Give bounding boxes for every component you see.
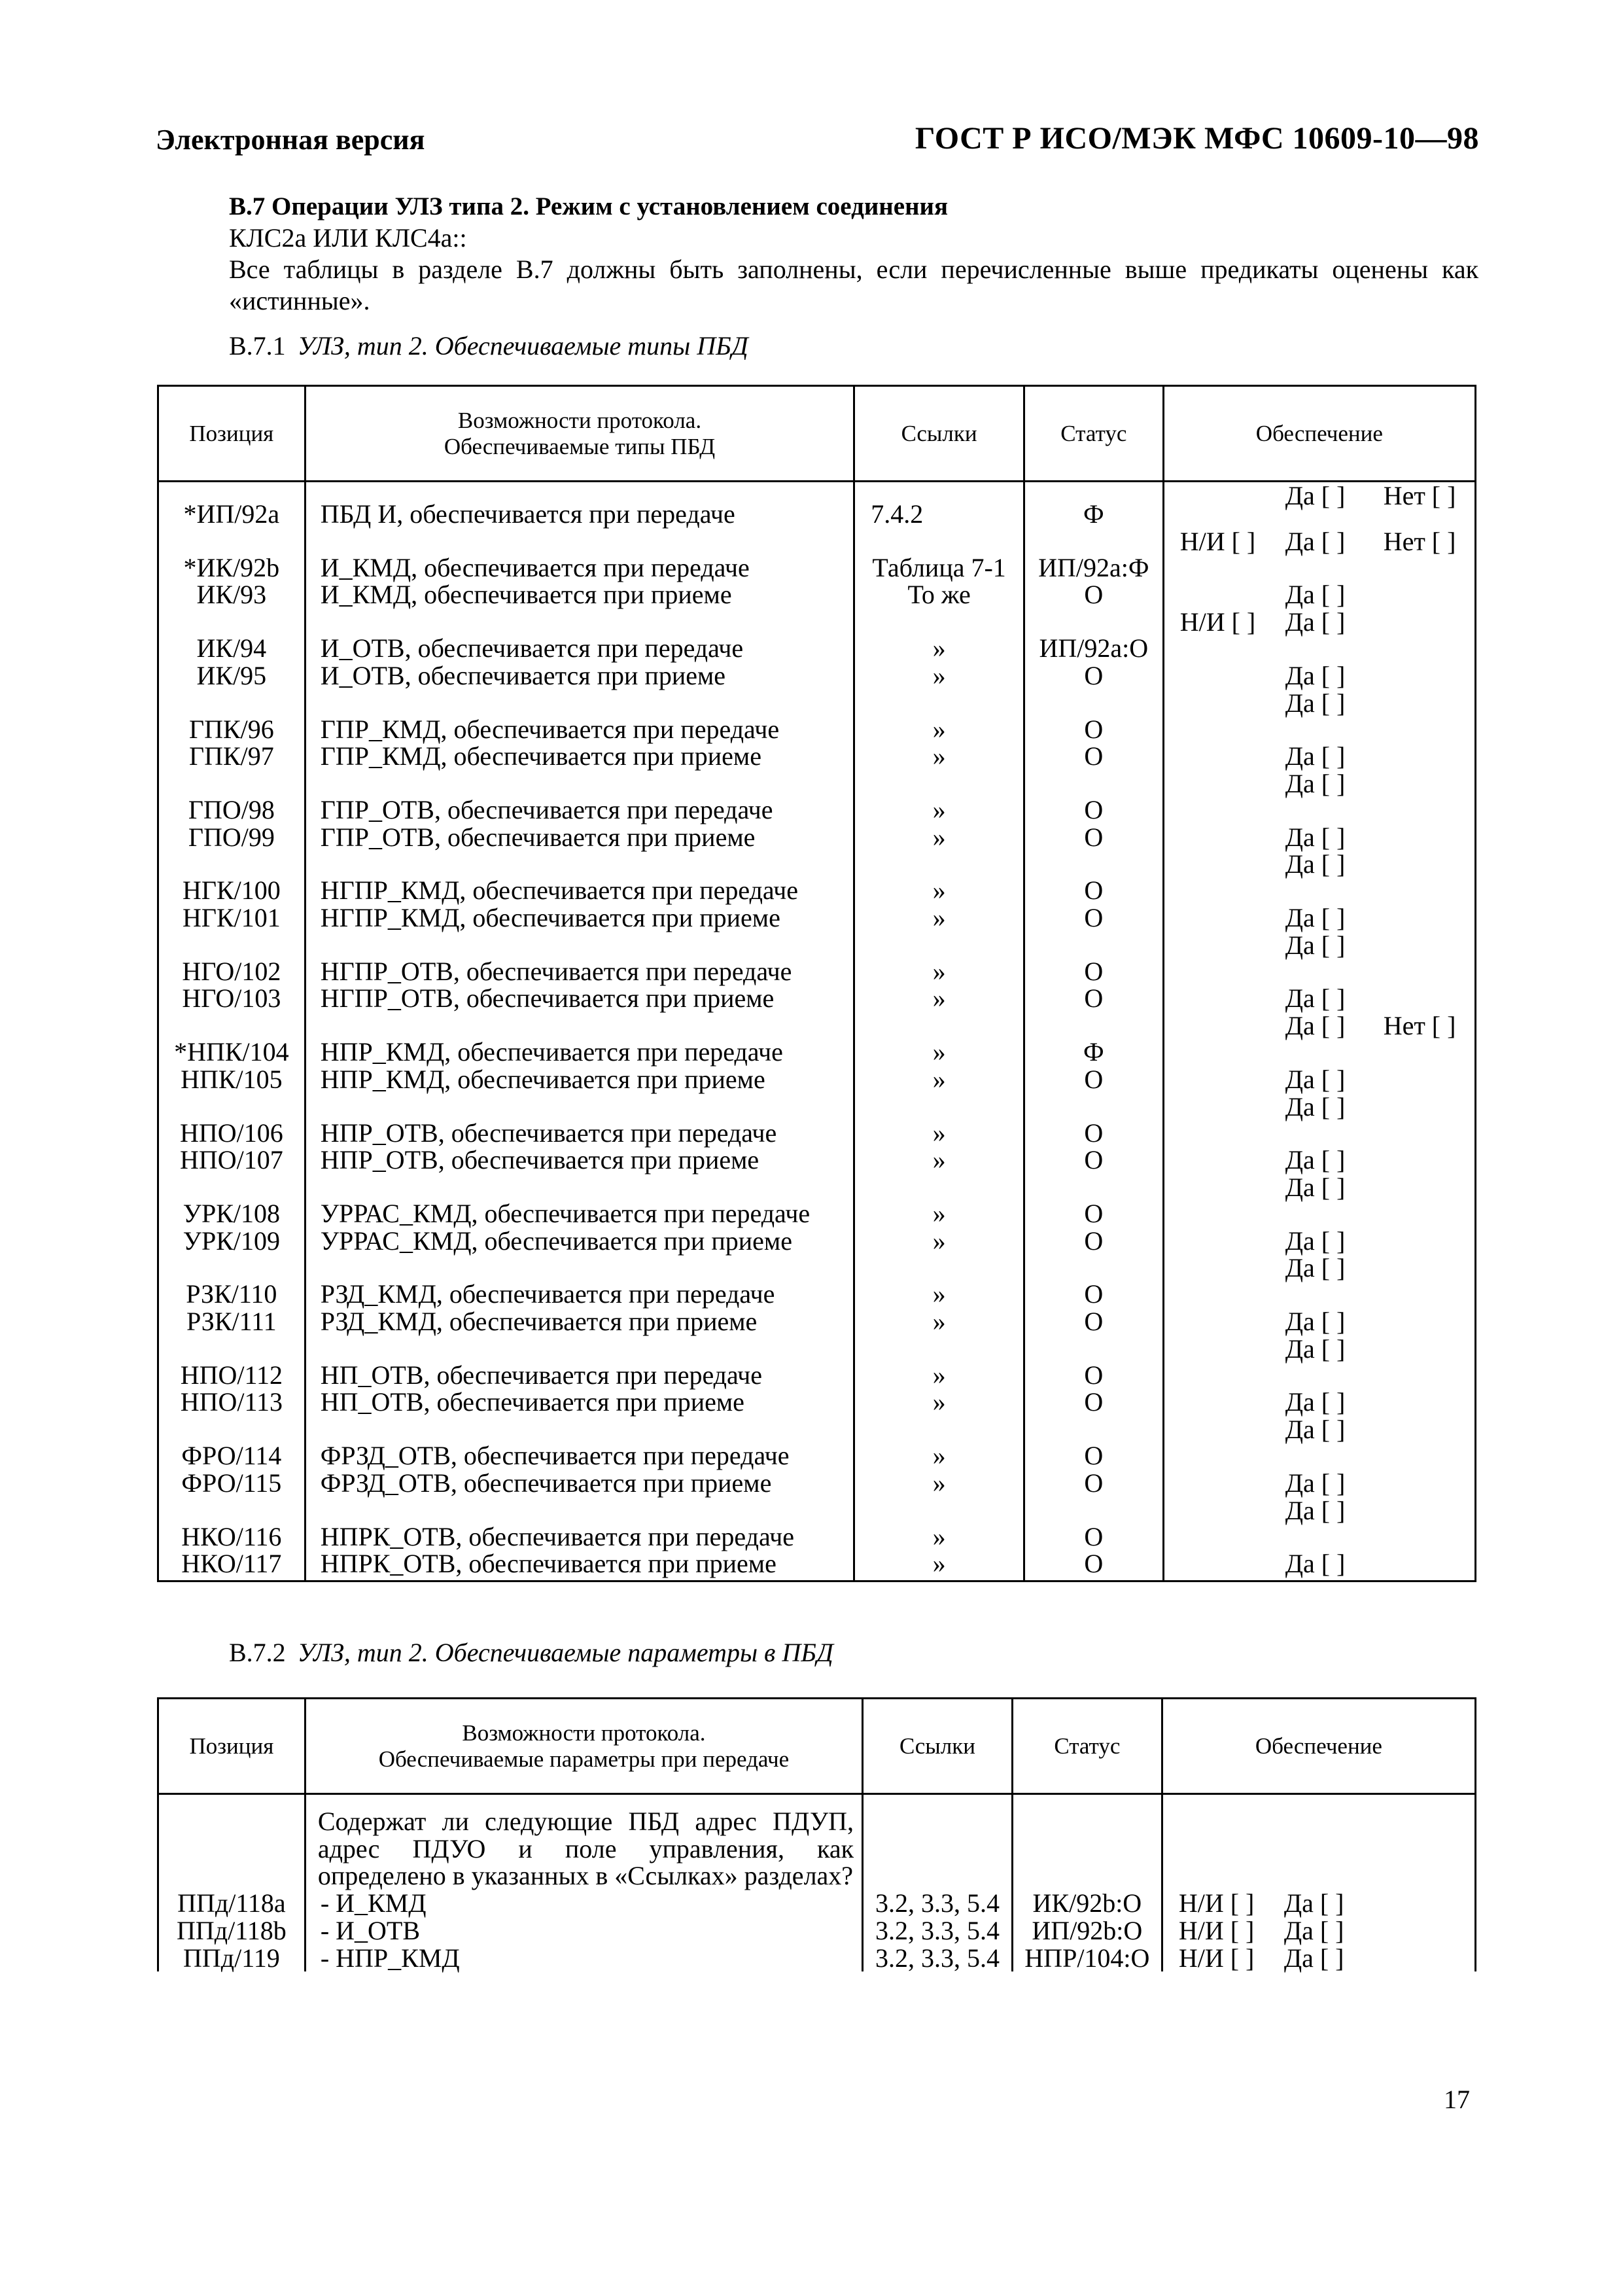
row-support xyxy=(1163,1146,1475,1174)
table-row xyxy=(158,1146,1476,1174)
row-reference: 3.2, 3.3, 5.4 xyxy=(863,1890,1013,1917)
table2-header-ref: Ссылки xyxy=(863,1699,1013,1794)
row-position: УРК/109 xyxy=(158,1227,305,1255)
row-support xyxy=(1163,1012,1475,1066)
row-position: ППд/118а xyxy=(158,1890,305,1917)
row-capability: ГПР_ОТВ, обеспечивается при передаче xyxy=(305,770,854,824)
row-capability: ФРЗД_ОТВ, обеспечивается при передаче xyxy=(305,1416,854,1470)
support-yes-checkbox[interactable]: Да [ ] xyxy=(1283,1915,1344,1945)
support-yes-checkbox[interactable]: Да [ ] xyxy=(1285,1333,1346,1364)
support-na-checkbox[interactable]: Н/И [ ] xyxy=(1178,1915,1255,1945)
row-position: ИК/93 xyxy=(158,581,305,609)
table1-header-status: Статус xyxy=(1024,386,1163,482)
support-yes-checkbox[interactable]: Да [ ] xyxy=(1285,1468,1346,1498)
row-support xyxy=(1163,690,1475,743)
row-position: НПО/107 xyxy=(158,1146,305,1174)
row-reference: » xyxy=(854,770,1024,824)
row-status: О xyxy=(1024,1093,1163,1147)
row-status: О xyxy=(1024,1335,1163,1389)
header-right: ГОСТ Р ИСО/МЭК МФС 10609-10—98 xyxy=(915,121,1479,156)
row-support xyxy=(1163,1388,1475,1416)
row-position: ФРО/114 xyxy=(158,1416,305,1470)
table2-caption xyxy=(229,1637,833,1668)
support-yes-checkbox[interactable]: Да [ ] xyxy=(1283,1888,1344,1918)
row-status: О xyxy=(1024,985,1163,1012)
table1-header-cap-line1: Возможности протокола. xyxy=(457,407,702,433)
row-capability: ФРЗД_ОТВ, обеспечивается при приеме xyxy=(305,1470,854,1497)
row-reference: То же xyxy=(854,581,1024,609)
row-capability: НГПР_ОТВ, обеспечивается при передаче xyxy=(305,932,854,985)
support-yes-checkbox[interactable]: Да [ ] xyxy=(1285,1387,1346,1417)
row-status: О xyxy=(1024,824,1163,851)
support-yes-checkbox[interactable]: Да [ ] xyxy=(1283,1943,1344,1973)
row-support xyxy=(1163,528,1475,582)
table2-header-support: Обеспечение xyxy=(1162,1699,1475,1794)
row-position: ИК/95 xyxy=(158,662,305,690)
row-capability: НПР_ОТВ, обеспечивается при приеме xyxy=(305,1146,854,1174)
row-support xyxy=(1163,985,1475,1012)
row-capability: НПРК_ОТВ, обеспечивается при передаче xyxy=(305,1497,854,1551)
support-yes-checkbox[interactable]: Да [ ] xyxy=(1285,930,1346,960)
support-yes-checkbox[interactable]: Да [ ] xyxy=(1285,1415,1346,1445)
row-reference: » xyxy=(854,743,1024,770)
row-status: О xyxy=(1024,1416,1163,1470)
row-status: Ф xyxy=(1024,1012,1163,1066)
row-reference: » xyxy=(854,690,1024,743)
row-reference: » xyxy=(854,1093,1024,1147)
row-position: ФРО/115 xyxy=(158,1470,305,1497)
row-support xyxy=(1162,1917,1475,1945)
table2-header-pos: Позиция xyxy=(158,1699,305,1794)
table2-header-capability xyxy=(305,1699,862,1794)
row-status: О xyxy=(1024,1174,1163,1227)
row-position: ГПО/99 xyxy=(158,824,305,851)
row-capability: ГПР_КМД, обеспечивается при передаче xyxy=(305,690,854,743)
row-capability: НГПР_КМД, обеспечивается при приеме xyxy=(305,904,854,932)
row-position: НПО/112 xyxy=(158,1335,305,1389)
row-support xyxy=(1163,770,1475,824)
support-yes-checkbox[interactable]: Да [ ] xyxy=(1285,1091,1346,1122)
table1 xyxy=(157,385,1476,1582)
row-support xyxy=(1162,1890,1475,1917)
table-row xyxy=(158,1308,1476,1335)
row-reference: » xyxy=(854,1308,1024,1335)
row-position: НПО/106 xyxy=(158,1093,305,1147)
table-row xyxy=(158,1416,1476,1470)
table-row xyxy=(158,581,1476,609)
support-na-checkbox[interactable]: Н/И [ ] xyxy=(1178,1888,1255,1918)
row-support xyxy=(1163,1470,1475,1497)
row-support xyxy=(1163,1066,1475,1093)
table-row xyxy=(158,932,1476,985)
table1-header-cap-line2: Обеспечиваемые типы ПБД xyxy=(444,433,716,459)
row-capability: НПР_КМД, обеспечивается при приеме xyxy=(305,1066,854,1093)
row-status: О xyxy=(1024,904,1163,932)
row-status: О xyxy=(1024,581,1163,609)
row-capability: И_КМД, обеспечивается при передаче xyxy=(305,528,854,582)
row-position: УРК/108 xyxy=(158,1174,305,1227)
row-support xyxy=(1163,743,1475,770)
table1-caption-num: В.7.1 xyxy=(229,331,286,361)
support-yes-checkbox[interactable]: Да [ ] xyxy=(1285,822,1346,852)
row-reference: » xyxy=(854,1254,1024,1308)
support-yes-checkbox[interactable]: Да [ ] xyxy=(1285,1226,1346,1256)
row-position: НГО/103 xyxy=(158,985,305,1012)
table-row xyxy=(158,743,1476,770)
support-yes-checkbox[interactable]: Да [ ] xyxy=(1285,1495,1346,1525)
row-status: О xyxy=(1024,1254,1163,1308)
row-support xyxy=(1163,904,1475,932)
row-capability: НГПР_ОТВ, обеспечивается при приеме xyxy=(305,985,854,1012)
row-position: ППд/119 xyxy=(158,1945,305,1972)
support-yes-checkbox[interactable]: Да [ ] xyxy=(1285,903,1346,933)
section-predicate: КЛС2а ИЛИ КЛС4а:: xyxy=(229,223,467,253)
section-intro xyxy=(229,191,1478,317)
row-capability: РЗД_КМД, обеспечивается при приеме xyxy=(305,1308,854,1335)
table2-question-row xyxy=(158,1794,1476,1890)
support-yes-checkbox[interactable]: Да [ ] xyxy=(1285,768,1346,798)
support-yes-checkbox[interactable]: Да [ ] xyxy=(1285,607,1346,637)
row-status: О xyxy=(1024,1550,1163,1581)
row-position: ППд/118b xyxy=(158,1917,305,1945)
section-note-line1: Все таблицы в разделе В.7 должны быть заполнены, если перечисленные выше предикаты оценены как xyxy=(229,255,1478,284)
table-row xyxy=(158,770,1476,824)
row-support xyxy=(1163,824,1475,851)
table-row xyxy=(158,904,1476,932)
row-status: О xyxy=(1024,690,1163,743)
row-support xyxy=(1163,1174,1475,1227)
table-row xyxy=(158,985,1476,1012)
table-row xyxy=(158,1917,1476,1945)
row-capability: И_КМД, обеспечивается при приеме xyxy=(305,581,854,609)
table-row xyxy=(158,1945,1476,1972)
row-support xyxy=(1163,1416,1475,1470)
table-row xyxy=(158,690,1476,743)
support-yes-checkbox[interactable]: Да [ ] xyxy=(1285,1145,1346,1175)
table-row xyxy=(158,1335,1476,1389)
row-reference: » xyxy=(854,1470,1024,1497)
row-reference: 7.4.2 xyxy=(854,482,1024,528)
row-status: О xyxy=(1024,1146,1163,1174)
row-position: РЗК/110 xyxy=(158,1254,305,1308)
table2 xyxy=(157,1697,1476,1971)
row-capability: НПР_ОТВ, обеспечивается при передаче xyxy=(305,1093,854,1147)
table-row xyxy=(158,1497,1476,1551)
row-position: НКО/116 xyxy=(158,1497,305,1551)
table2-header-status: Статус xyxy=(1012,1699,1162,1794)
table1-header-pos: Позиция xyxy=(158,386,305,482)
row-position: НГК/101 xyxy=(158,904,305,932)
row-position: НГК/100 xyxy=(158,851,305,904)
table-row xyxy=(158,1093,1476,1147)
table1-header-capability xyxy=(305,386,854,482)
support-yes-checkbox[interactable]: Да [ ] xyxy=(1285,660,1346,690)
row-reference: » xyxy=(854,1388,1024,1416)
support-yes-checkbox[interactable]: Да [ ] xyxy=(1285,741,1346,771)
row-capability: ГПР_ОТВ, обеспечивается при приеме xyxy=(305,824,854,851)
row-position: ГПО/98 xyxy=(158,770,305,824)
row-reference: » xyxy=(854,851,1024,904)
row-position: НПК/105 xyxy=(158,1066,305,1093)
row-support xyxy=(1163,932,1475,985)
row-capability: НПРК_ОТВ, обеспечивается при приеме xyxy=(305,1550,854,1581)
table-row xyxy=(158,851,1476,904)
table-row xyxy=(158,1550,1476,1581)
row-status: О xyxy=(1024,1470,1163,1497)
support-yes-checkbox[interactable]: Да [ ] xyxy=(1285,580,1346,610)
table1-caption xyxy=(229,330,748,361)
row-position: *НПК/104 xyxy=(158,1012,305,1066)
row-status: О xyxy=(1024,662,1163,690)
row-capability: УРРАС_КМД, обеспечивается при приеме xyxy=(305,1227,854,1255)
row-status: НПР/104:О xyxy=(1012,1945,1162,1972)
table2-caption-num: В.7.2 xyxy=(229,1638,286,1667)
row-reference: » xyxy=(854,1550,1024,1581)
table1-body xyxy=(158,482,1476,1581)
row-reference: » xyxy=(854,904,1024,932)
support-yes-checkbox[interactable]: Да [ ] xyxy=(1285,1011,1346,1041)
row-reference: » xyxy=(854,1012,1024,1066)
row-reference: » xyxy=(854,1146,1024,1174)
row-status: О xyxy=(1024,1497,1163,1551)
table1-header-support: Обеспечение xyxy=(1163,386,1475,482)
support-no-checkbox[interactable]: Нет [ ] xyxy=(1383,1011,1456,1041)
table1-header-row xyxy=(158,386,1476,482)
row-status: О xyxy=(1024,851,1163,904)
row-reference: » xyxy=(854,932,1024,985)
row-capability: НГПР_КМД, обеспечивается при передаче xyxy=(305,851,854,904)
row-support xyxy=(1163,1227,1475,1255)
table-row xyxy=(158,609,1476,662)
row-status: ИП/92а:Ф xyxy=(1024,528,1163,582)
table-row xyxy=(158,662,1476,690)
table-row xyxy=(158,482,1476,528)
support-yes-checkbox[interactable]: Да [ ] xyxy=(1285,1307,1346,1337)
table-row xyxy=(158,1890,1476,1917)
section-heading: В.7 Операции УЛЗ типа 2. Режим с установлением соединения xyxy=(229,192,949,221)
row-position: НПО/113 xyxy=(158,1388,305,1416)
row-reference: » xyxy=(854,609,1024,662)
table-row xyxy=(158,1066,1476,1093)
row-capability: ПБД И, обеспечивается при передаче xyxy=(305,482,854,528)
row-capability: И_ОТВ, обеспечивается при передаче xyxy=(305,609,854,662)
row-capability: - И_ОТВ xyxy=(305,1917,862,1945)
row-support xyxy=(1163,482,1475,528)
section-note-line2: «истинные». xyxy=(229,286,370,315)
row-position: *ИК/92b xyxy=(158,528,305,582)
row-support xyxy=(1163,1254,1475,1308)
table-row xyxy=(158,824,1476,851)
row-support xyxy=(1163,581,1475,609)
row-capability: УРРАС_КМД, обеспечивается при передаче xyxy=(305,1174,854,1227)
table-row xyxy=(158,1388,1476,1416)
row-reference: » xyxy=(854,1227,1024,1255)
row-capability: РЗД_КМД, обеспечивается при передаче xyxy=(305,1254,854,1308)
row-reference: Таблица 7-1 xyxy=(854,528,1024,582)
row-position: НГО/102 xyxy=(158,932,305,985)
table1-header-ref: Ссылки xyxy=(854,386,1024,482)
row-reference: » xyxy=(854,1416,1024,1470)
row-reference: 3.2, 3.3, 5.4 xyxy=(863,1917,1013,1945)
row-reference: » xyxy=(854,1335,1024,1389)
row-status: Ф xyxy=(1024,482,1163,528)
row-support xyxy=(1162,1945,1475,1972)
support-yes-checkbox[interactable]: Да [ ] xyxy=(1285,1064,1346,1094)
support-yes-checkbox[interactable]: Да [ ] xyxy=(1285,849,1346,879)
row-reference: » xyxy=(854,1174,1024,1227)
support-yes-checkbox[interactable]: Да [ ] xyxy=(1285,1172,1346,1202)
row-support xyxy=(1163,1497,1475,1551)
table2-header-cap-line1: Возможности протокола. xyxy=(462,1720,706,1746)
row-support xyxy=(1163,1093,1475,1147)
row-position: ИК/94 xyxy=(158,609,305,662)
support-na-checkbox[interactable]: Н/И [ ] xyxy=(1179,526,1256,556)
table-row xyxy=(158,1012,1476,1066)
row-status: О xyxy=(1024,1388,1163,1416)
support-na-checkbox[interactable]: Н/И [ ] xyxy=(1179,607,1256,637)
table-row xyxy=(158,1227,1476,1255)
row-status: О xyxy=(1024,770,1163,824)
row-reference: 3.2, 3.3, 5.4 xyxy=(863,1945,1013,1972)
row-position: *ИП/92а xyxy=(158,482,305,528)
row-capability: НП_ОТВ, обеспечивается при приеме xyxy=(305,1388,854,1416)
table-row xyxy=(158,528,1476,582)
row-status: ИП/92b:О xyxy=(1012,1917,1162,1945)
row-capability: ГПР_КМД, обеспечивается при приеме xyxy=(305,743,854,770)
table1-caption-title: УЛЗ, тип 2. Обеспечиваемые типы ПБД xyxy=(297,331,748,361)
row-status: О xyxy=(1024,932,1163,985)
row-support xyxy=(1163,851,1475,904)
support-yes-checkbox[interactable]: Да [ ] xyxy=(1285,1549,1346,1579)
row-status: ИП/92а:О xyxy=(1024,609,1163,662)
row-reference: » xyxy=(854,662,1024,690)
table2-header-row xyxy=(158,1699,1476,1794)
row-support xyxy=(1163,662,1475,690)
row-capability: НП_ОТВ, обеспечивается при передаче xyxy=(305,1335,854,1389)
support-no-checkbox[interactable]: Нет [ ] xyxy=(1383,481,1456,510)
row-support xyxy=(1163,1335,1475,1389)
table2-question: Содержат ли следующие ПБД адрес ПДУП, адрес ПДУО и поле управления, как определено в указанных в «Ссылках» разделах? xyxy=(305,1794,862,1890)
row-capability: НПР_КМД, обеспечивается при передаче xyxy=(305,1012,854,1066)
row-reference: » xyxy=(854,1066,1024,1093)
table2-caption-title: УЛЗ, тип 2. Обеспечиваемые параметры в ПБД xyxy=(297,1638,833,1667)
row-status: О xyxy=(1024,743,1163,770)
support-yes-checkbox[interactable]: Да [ ] xyxy=(1285,1253,1346,1283)
table-row xyxy=(158,1470,1476,1497)
row-status: ИК/92b:О xyxy=(1012,1890,1162,1917)
row-status: О xyxy=(1024,1308,1163,1335)
row-position: НКО/117 xyxy=(158,1550,305,1581)
row-position: РЗК/111 xyxy=(158,1308,305,1335)
support-yes-checkbox[interactable]: Да [ ] xyxy=(1285,481,1346,510)
row-support xyxy=(1163,609,1475,662)
row-position: ГПК/96 xyxy=(158,690,305,743)
row-capability: - И_КМД xyxy=(305,1890,862,1917)
row-status: О xyxy=(1024,1227,1163,1255)
support-yes-checkbox[interactable]: Да [ ] xyxy=(1285,688,1346,718)
support-yes-checkbox[interactable]: Да [ ] xyxy=(1285,983,1346,1014)
row-reference: » xyxy=(854,1497,1024,1551)
row-capability: И_ОТВ, обеспечивается при приеме xyxy=(305,662,854,690)
support-na-checkbox[interactable]: Н/И [ ] xyxy=(1178,1943,1255,1973)
page-number: 17 xyxy=(1444,2085,1470,2114)
row-support xyxy=(1163,1550,1475,1581)
row-reference: » xyxy=(854,985,1024,1012)
row-support xyxy=(1163,1308,1475,1335)
header-left: Электронная версия xyxy=(156,124,425,156)
table2-header-cap-line2: Обеспечиваемые параметры при передаче xyxy=(378,1746,790,1772)
support-no-checkbox[interactable]: Нет [ ] xyxy=(1383,526,1456,556)
table-row xyxy=(158,1254,1476,1308)
row-status: О xyxy=(1024,1066,1163,1093)
table-row xyxy=(158,1174,1476,1227)
row-reference: » xyxy=(854,824,1024,851)
table2-body xyxy=(158,1794,1476,1972)
row-capability: - НПР_КМД xyxy=(305,1945,862,1972)
row-position: ГПК/97 xyxy=(158,743,305,770)
support-yes-checkbox[interactable]: Да [ ] xyxy=(1285,526,1346,556)
